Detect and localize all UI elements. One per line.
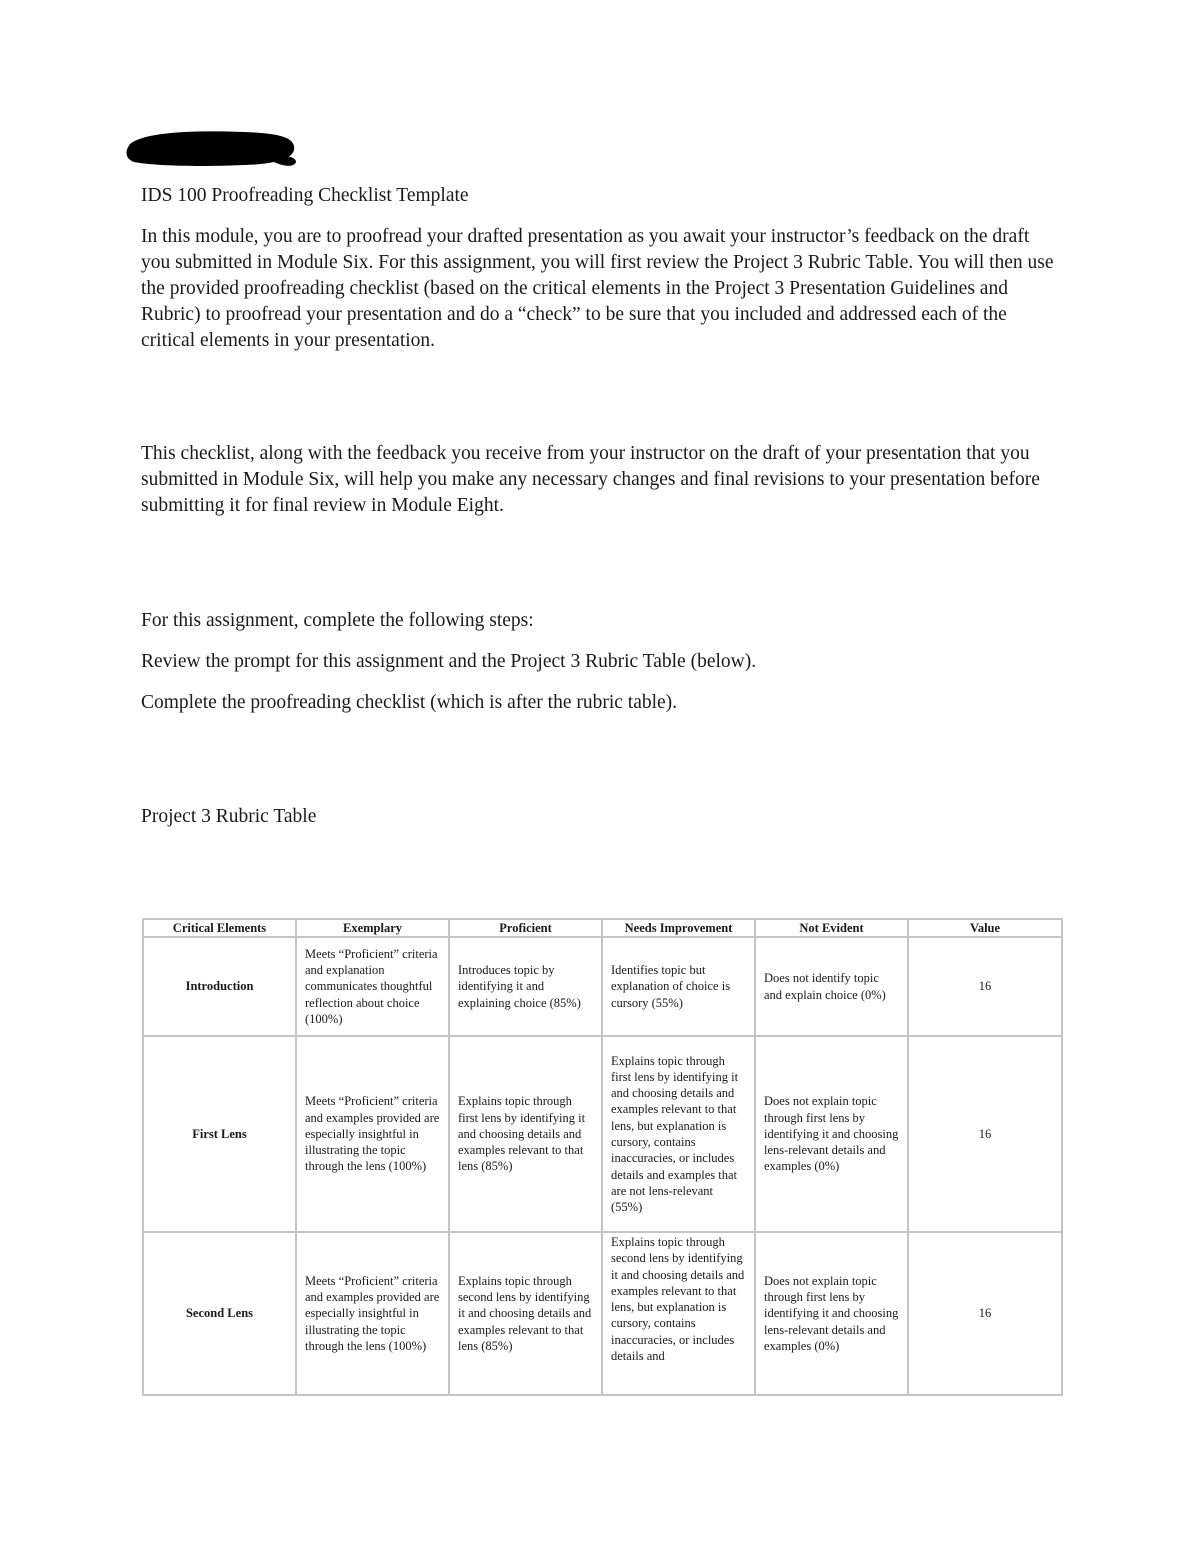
value-cell: 16 (908, 1232, 1062, 1395)
redaction-mark (124, 126, 298, 170)
value-cell: 16 (908, 1036, 1062, 1232)
header-value: Value (908, 919, 1062, 937)
header-needs-improvement: Needs Improvement (602, 919, 755, 937)
rubric-header-row (143, 919, 1062, 937)
not-evident-cell: Does not explain topic through first lens by identifying it and choosing lens-relevant details and examples (0%) (755, 1232, 908, 1395)
step-complete-checklist: Complete the proofreading checklist (which is after the rubric table). (141, 692, 678, 713)
exemplary-cell: Meets “Proficient” criteria and examples provided are especially insightful in illustrating the topic through the lens (100%) (296, 1036, 449, 1232)
critical-element-cell: Second Lens (143, 1232, 296, 1395)
header-critical-elements: Critical Elements (143, 919, 296, 937)
rubric-table-heading: Project 3 Rubric Table (141, 806, 317, 827)
checklist-note-paragraph: This checklist, along with the feedback you receive from your instructor on the draft of your presentation that you submitted in Module Six, will help you make any necessary changes and final revisions to your presentation before submitting it for final review in Module Eight. (141, 443, 1040, 516)
value-cell: 16 (908, 937, 1062, 1036)
document-title: IDS 100 Proofreading Checklist Template (141, 185, 469, 206)
exemplary-cell: Meets “Proficient” criteria and examples provided are especially insightful in illustrating the topic through the lens (100%) (296, 1232, 449, 1395)
needs-improvement-cell: Explains topic through second lens by identifying it and choosing details and examples relevant to that lens, but explanation is cursory, contains inaccuracies, or includes details and (602, 1232, 755, 1395)
proficient-cell: Introduces topic by identifying it and explaining choice (85%) (449, 937, 602, 1036)
step-review-prompt: Review the prompt for this assignment and the Project 3 Rubric Table (below). (141, 651, 757, 672)
steps-intro: For this assignment, complete the following steps: (141, 610, 534, 631)
header-proficient: Proficient (449, 919, 602, 937)
needs-improvement-cell: Identifies topic but explanation of choice is cursory (55%) (602, 937, 755, 1036)
header-not-evident: Not Evident (755, 919, 908, 937)
intro-paragraph: In this module, you are to proofread your drafted presentation as you await your instructor’s feedback on the draft you submitted in Module Six. For this assignment, you will first review the Project 3 Rubric Table. You will then use the provided proofreading checklist (based on the critical elements in the Project 3 Presentation Guidelines and Rubric) to proofread your presentation and do a “check” to be sure that you included and addressed each of the critical elements in your presentation. (141, 226, 1054, 351)
table-row (143, 1232, 1062, 1395)
header-exemplary: Exemplary (296, 919, 449, 937)
not-evident-cell: Does not identify topic and explain choice (0%) (755, 937, 908, 1036)
table-row (143, 937, 1062, 1036)
proficient-cell: Explains topic through first lens by identifying it and choosing details and examples relevant to that lens (85%) (449, 1036, 602, 1232)
table-row (143, 1036, 1062, 1232)
proficient-cell: Explains topic through second lens by identifying it and choosing details and examples relevant to that lens (85%) (449, 1232, 602, 1395)
not-evident-cell: Does not explain topic through first lens by identifying it and choosing lens-relevant details and examples (0%) (755, 1036, 908, 1232)
needs-improvement-cell: Explains topic through first lens by identifying it and choosing details and examples relevant to that lens, but explanation is cursory, contains inaccuracies, or includes details and examples that are not lens-relevant (55%) (602, 1036, 755, 1232)
rubric-table (142, 918, 1063, 1396)
exemplary-cell: Meets “Proficient” criteria and explanation communicates thoughtful reflection about choice (100%) (296, 937, 449, 1036)
critical-element-cell: First Lens (143, 1036, 296, 1232)
critical-element-cell: Introduction (143, 937, 296, 1036)
